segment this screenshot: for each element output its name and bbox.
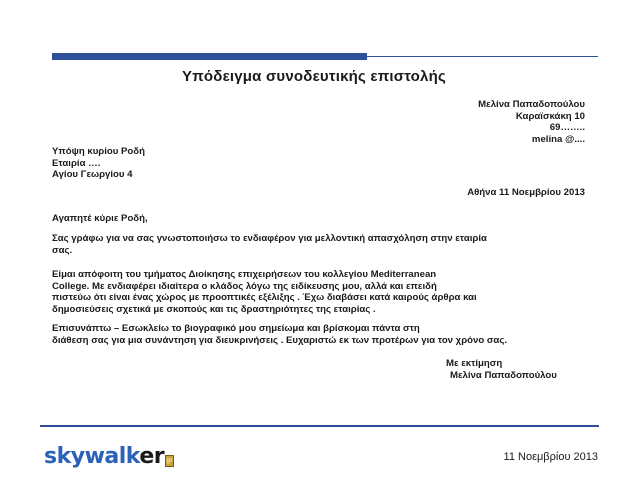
paragraph-line: Επισυνάπτω – Εσωκλείω το βιογραφικό μου σημείωμα και βρίσκομαι πάντα στη xyxy=(52,323,420,334)
recipient-address xyxy=(52,146,145,181)
paragraph-line: πιστεύω ότι είναι ένας χώρος με προοπτικές εξέλιξης . Έχω διαβάσει κατά καιρούς άρθρα και xyxy=(52,292,477,303)
recipient-street: Αγίου Γεωργίου 4 xyxy=(52,169,133,180)
paragraph-line: διάθεση σας για μια συνάντηση για διευκρινήσεις . Ευχαριστώ εκ των προτέρων για τον χρόνο σας. xyxy=(52,334,507,346)
closing-phrase: Με εκτίμηση xyxy=(446,358,503,369)
closing-signature xyxy=(446,358,557,381)
paragraph-line: δημοσιεύσεις σχετικά με σκοπούς και τις δραστηριότητες της εταιρίας . xyxy=(52,303,376,315)
sender-postcode: 69…….. xyxy=(549,122,585,133)
footer-date: 11 Νοεμβρίου 2013 xyxy=(503,451,598,463)
sender-street: Καραϊσκάκη 10 xyxy=(515,110,585,122)
paragraph xyxy=(52,233,552,256)
greeting: Αγαπητέ κύριε Ροδή, xyxy=(52,213,148,224)
recipient-company: Εταιρία …. xyxy=(52,157,101,169)
recipient-name: Υπόψη κυρίου Ροδή xyxy=(52,146,145,157)
paragraph-line: σας. xyxy=(52,244,73,256)
logo-badge: gr xyxy=(165,455,174,467)
paragraph-line: Σας γράφω για να σας γνωστοποιήσω το ενδιαφέρον για μελλοντική απασχόληση στην εταιρία xyxy=(52,233,487,244)
paragraph xyxy=(52,269,552,315)
footer-divider-line xyxy=(40,425,599,427)
paragraph xyxy=(52,323,552,346)
signature-name: Μελίνα Παπαδοπούλου xyxy=(450,369,557,381)
sender-address xyxy=(478,99,585,145)
sender-email: melina @.... xyxy=(531,133,585,145)
top-accent-bar xyxy=(52,53,367,60)
paragraph-line: Είμαι απόφοιτη του τμήματος Διοίκησης επιχειρήσεων του κολλεγίου Mediterranean xyxy=(52,269,437,280)
document-title: Υπόδειγμα συνοδευτικής επιστολής xyxy=(182,68,446,85)
paragraph-line: College. Με ενδιαφέρει ιδιαίτερα ο κλάδος λόγω της ειδίκευσης μου, αλλά και επειδή xyxy=(52,280,437,292)
sender-name: Μελίνα Παπαδοπούλου xyxy=(478,99,585,110)
letter-date: Αθήνα 11 Νοεμβρίου 2013 xyxy=(467,187,585,198)
logo-wordmark: skywalker xyxy=(44,444,165,469)
skywalker-logo xyxy=(44,445,174,469)
